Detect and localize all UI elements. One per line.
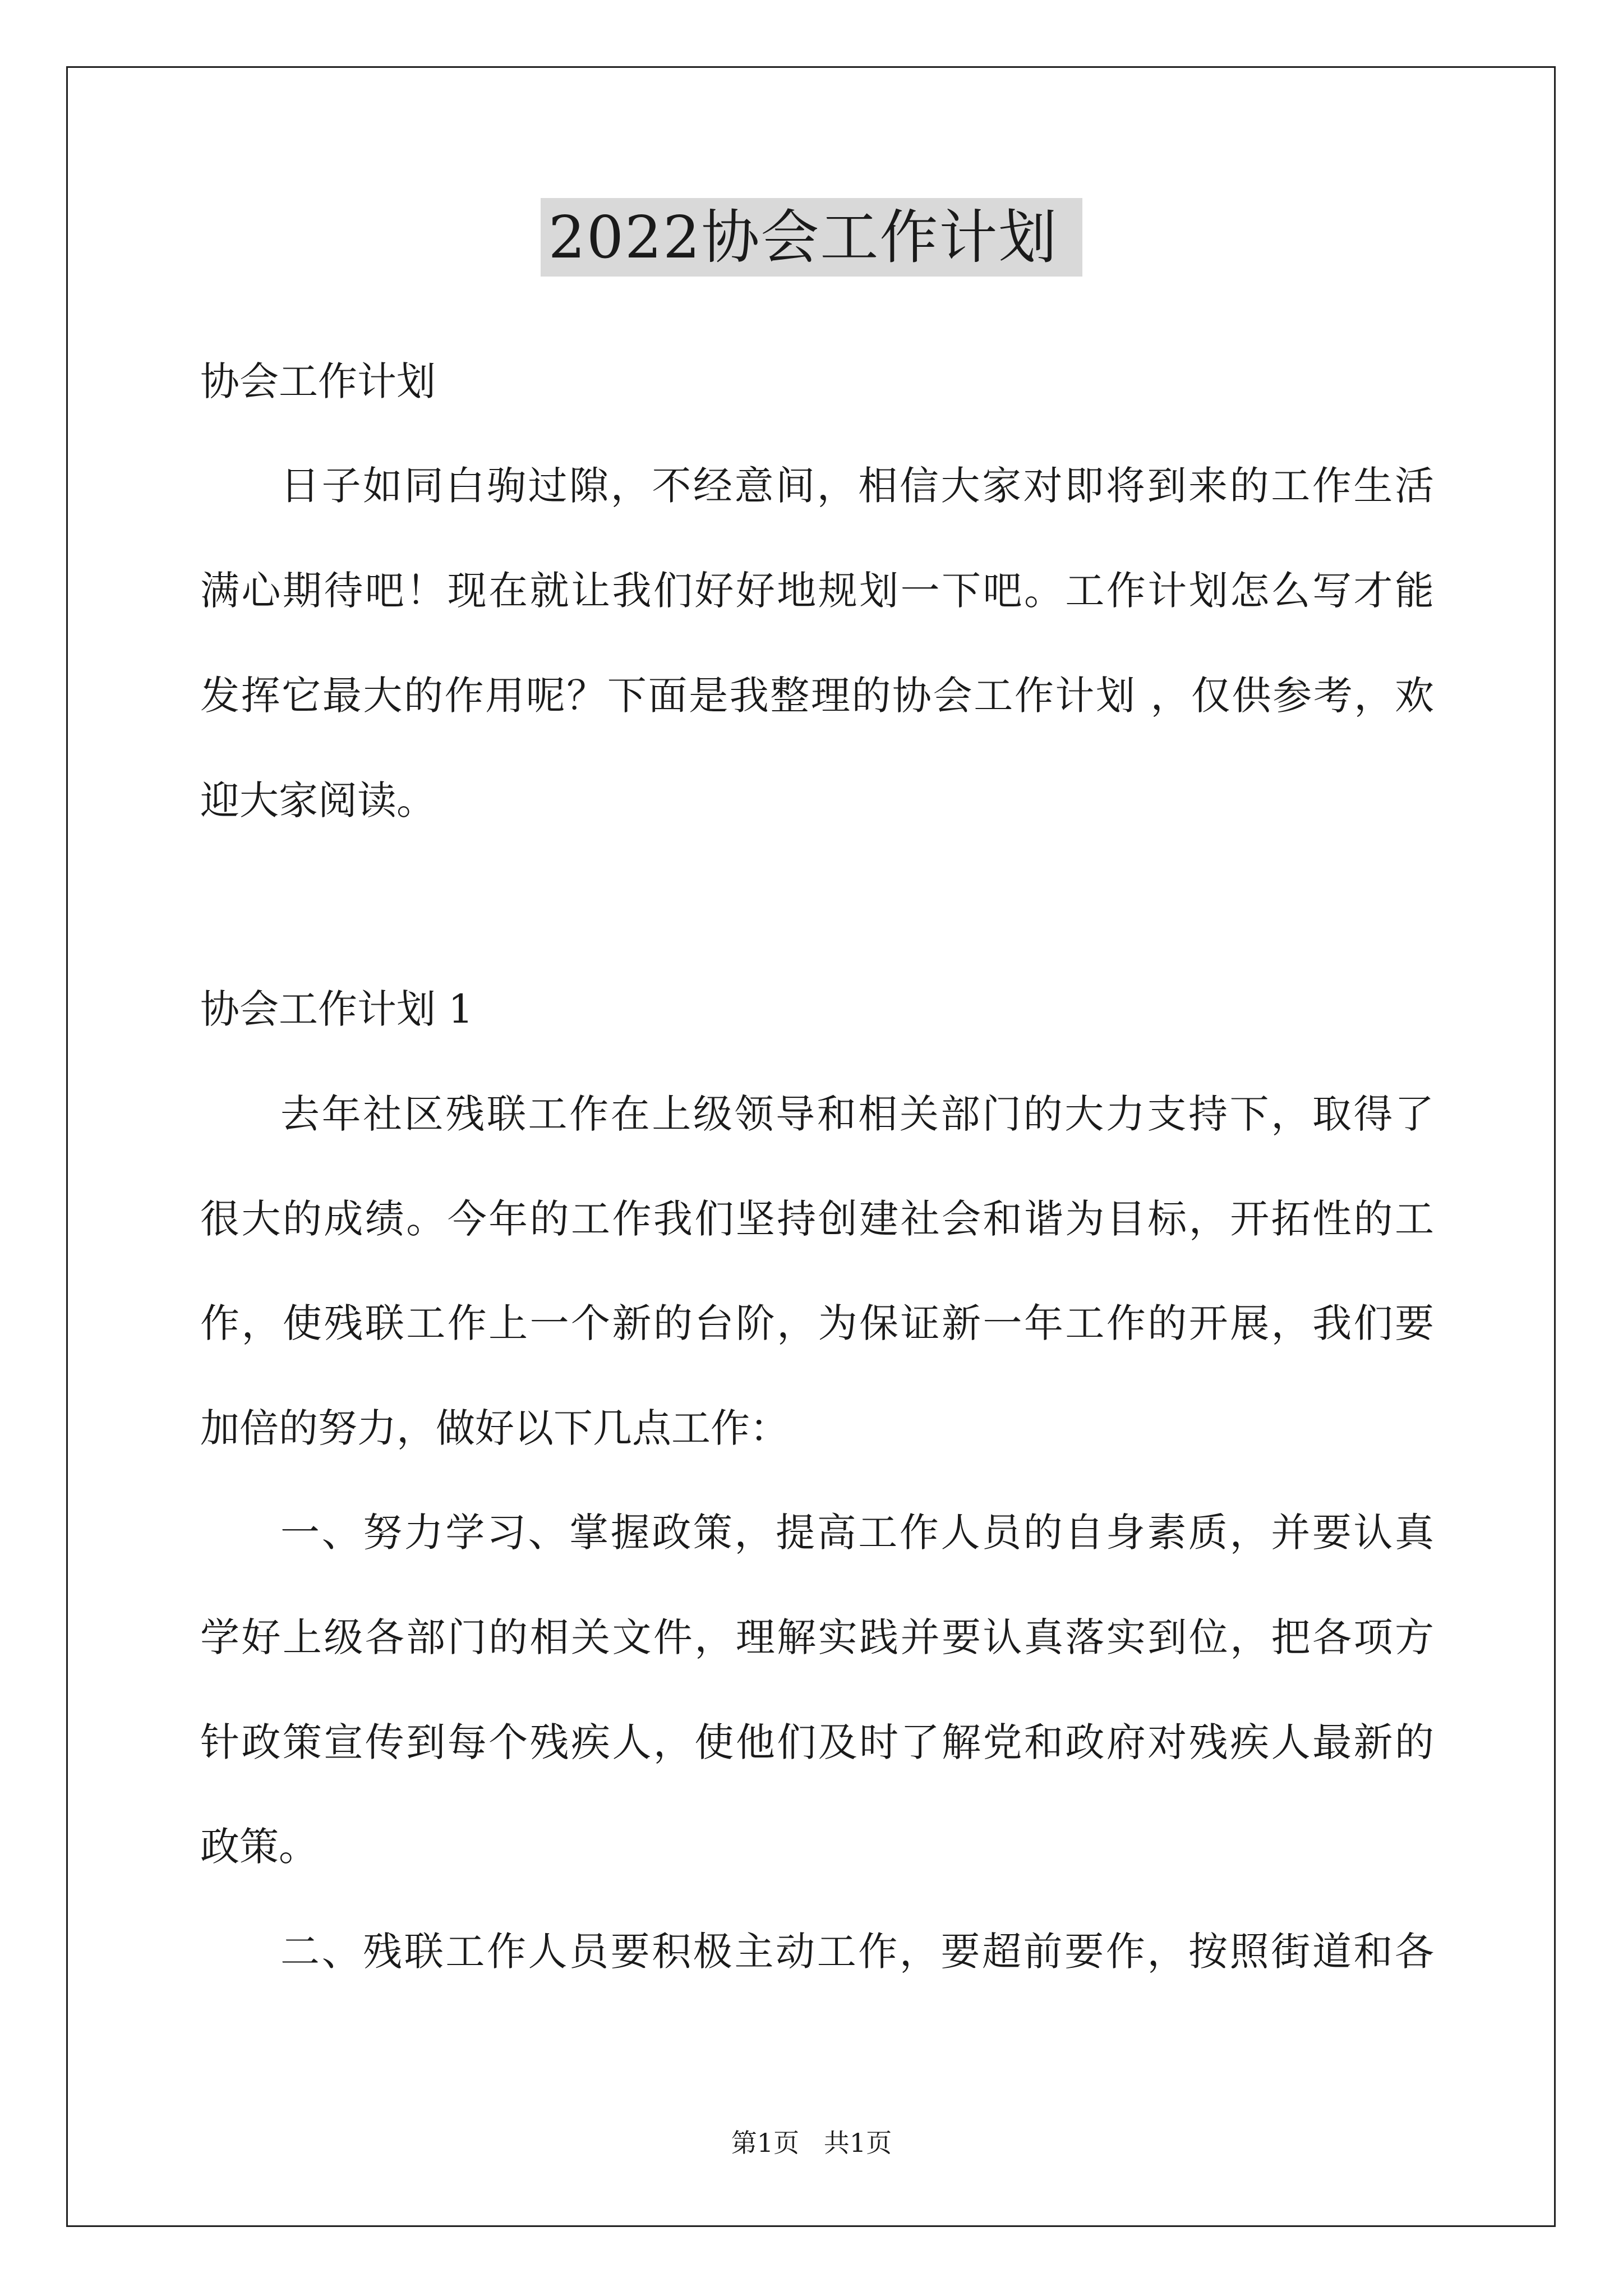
para1-line-2: 很大的成绩。今年的工作我们坚持创建社会和谐为目标，开拓性的工 — [200, 1196, 1434, 1242]
para1-line-4: 加倍的努力，做好以下几点工作： — [200, 1405, 789, 1451]
para1-line-1: 去年社区残联工作在上级领导和相关部门的大力支持下，取得了 — [280, 1091, 1434, 1137]
document-title: 2022协会工作计划 — [541, 198, 1083, 277]
intro-line-4: 迎大家阅读。 — [200, 777, 436, 823]
intro-line-3: 发挥它最大的作用呢？下面是我整理的协会工作计划 ，仅供参考，欢 — [200, 673, 1434, 719]
intro-line-1: 日子如同白驹过隙，不经意间，相信大家对即将到来的工作生活 — [280, 463, 1434, 509]
para1-line-3: 作，使残联工作上一个新的台阶，为保证新一年工作的开展，我们要 — [200, 1300, 1434, 1346]
para2-line-3: 针政策宣传到每个残疾人，使他们及时了解党和政府对残疾人最新的 — [200, 1719, 1434, 1765]
section-heading: 协会工作计划 1 — [200, 986, 473, 1032]
para2-line-4: 政策。 — [200, 1824, 318, 1870]
para2-line-2: 学好上级各部门的相关文件，理解实践并要认真落实到位，把各项方 — [200, 1614, 1434, 1660]
title-block — [0, 198, 1623, 277]
intro-line-2: 满心期待吧！现在就让我们好好地规划一下吧。工作计划怎么写才能 — [200, 568, 1434, 614]
para2-line-1: 一、努力学习、掌握政策，提高工作人员的自身素质，并要认真 — [280, 1510, 1434, 1556]
page-footer: 第1页 共1页 — [731, 2128, 892, 2158]
document-heading: 协会工作计划 — [200, 358, 436, 404]
para3-line-1: 二、残联工作人员要积极主动工作，要超前要作，按照街道和各 — [280, 1929, 1434, 1975]
